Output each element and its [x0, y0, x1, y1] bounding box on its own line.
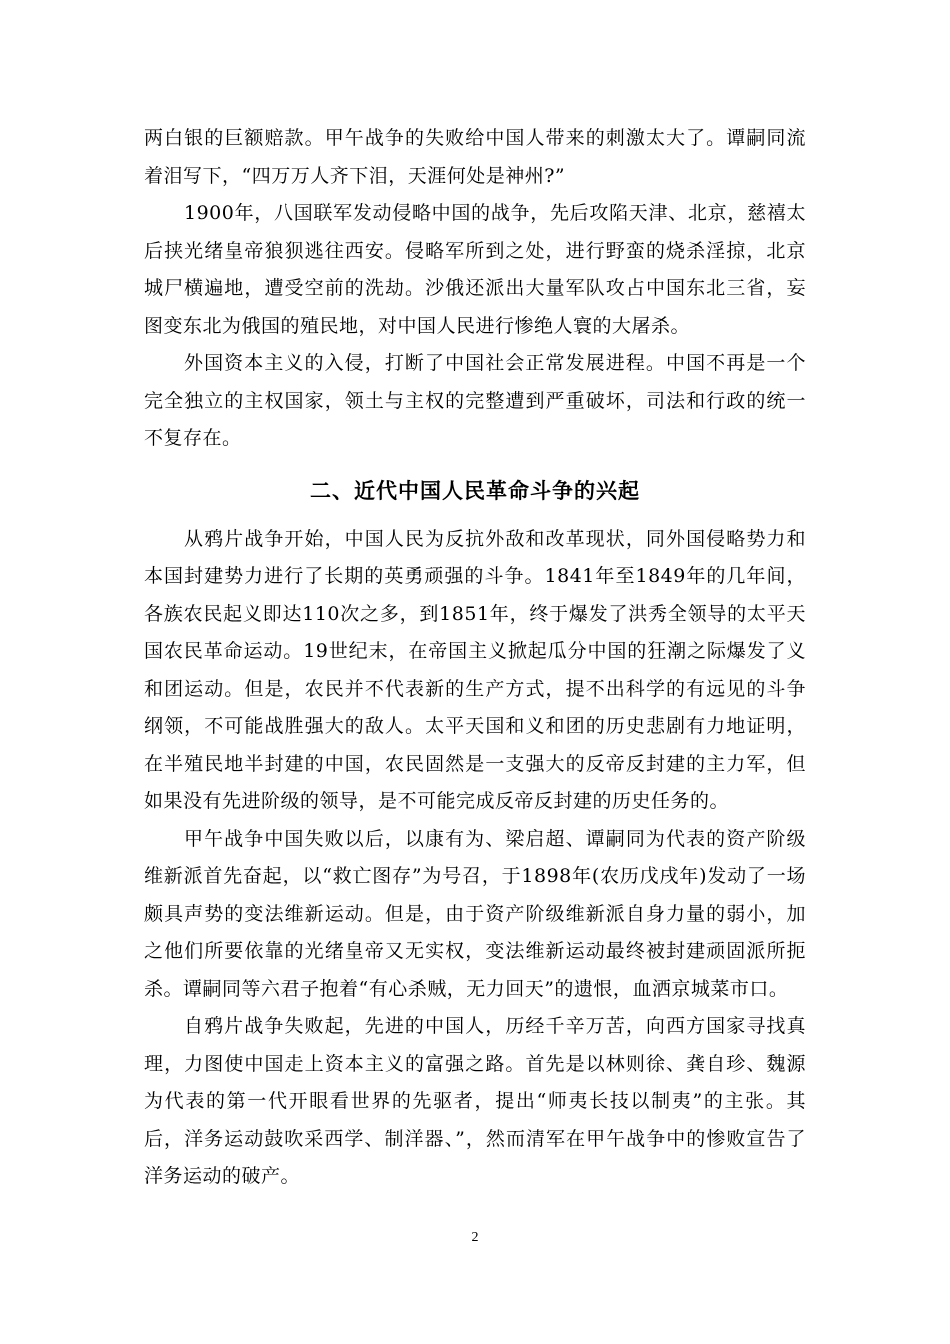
- page-number: 2: [471, 1230, 479, 1245]
- section-heading: 二、近代中国人民革命斗争的兴起: [310, 478, 640, 503]
- paragraph-seeking-truth-west: 自鸦片战争失败起，先进的中国人，历经千辛万苦，向西方国家寻找真理，力图使中国走上资本主义的富强之路。首先是以林则徐、龚自珍、魏源为代表的第一代开眼看世界的先驱者，提出“师夷长技以制夷”的主张。其后，洋务运动鼓吹采西学、制洋器、”，然而清军在甲午战争中的惨败宣告了洋务运动的破产。: [144, 1015, 806, 1187]
- page-content: [144, 120, 806, 1196]
- paragraph-reform-movement: 甲午战争中国失败以后，以康有为、梁启超、谭嗣同为代表的资产阶级维新派首先奋起，以“救亡图存”为号召，于1898年(农历戊戌年)发动了一场颇具声势的变法维新运动。但是，由于资产阶级维新派自身力量的弱小，加之他们所要依靠的光绪皇帝又无实权，变法维新运动最终被封建顽固派所扼杀。谭嗣同等六君子抱着“有心杀贼，无力回天”的遗恨，血洒京城菜市口。: [144, 827, 806, 1000]
- paragraph-indemnity-continued: 两白银的巨额赔款。甲午战争的失败给中国人带来的刺激太大了。谭嗣同流着泪写下，“四万万人齐下泪，天涯何处是神州?”: [144, 127, 806, 187]
- paragraph-eight-nation-alliance: 1900年，八国联军发动侵略中国的战争，先后攻陷天津、北京，慈禧太后挟光绪皇帝狼狈逃往西安。侵略军所到之处，进行野蛮的烧杀淫掠，北京城尸横遍地，遭受空前的洗劫。沙俄还派出大量军队攻占中国东北三省，妄图变东北为俄国的殖民地，对中国人民进行惨绝人寰的大屠杀。: [144, 202, 806, 337]
- paragraph-peasant-struggles: 从鸦片战争开始，中国人民为反抗外敌和改革现状，同外国侵略势力和本国封建势力进行了长期的英勇顽强的斗争。1841年至1849年的几年间，各族农民起义即达110次之多，到1851年，终于爆发了洪秀全领导的太平天国农民革命运动。19世纪末，在帝国主义掀起瓜分中国的狂潮之际爆发了义和团运动。但是，农民并不代表新的生产方式，提不出科学的有远见的斗争纲领，不可能战胜强大的敌人。太平天国和义和团的历史悲剧有力地证明，在半殖民地半封建的中国，农民固然是一支强大的反帝反封建的主力军，但如果没有先进阶级的领导，是不可能完成反帝反封建的历史任务的。: [144, 527, 806, 812]
- paragraph-sovereignty-lost: 外国资本主义的入侵，打断了中国社会正常发展进程。中国不再是一个完全独立的主权国家，领土与主权的完整遭到严重破坏，司法和行政的统一不复存在。: [144, 352, 806, 449]
